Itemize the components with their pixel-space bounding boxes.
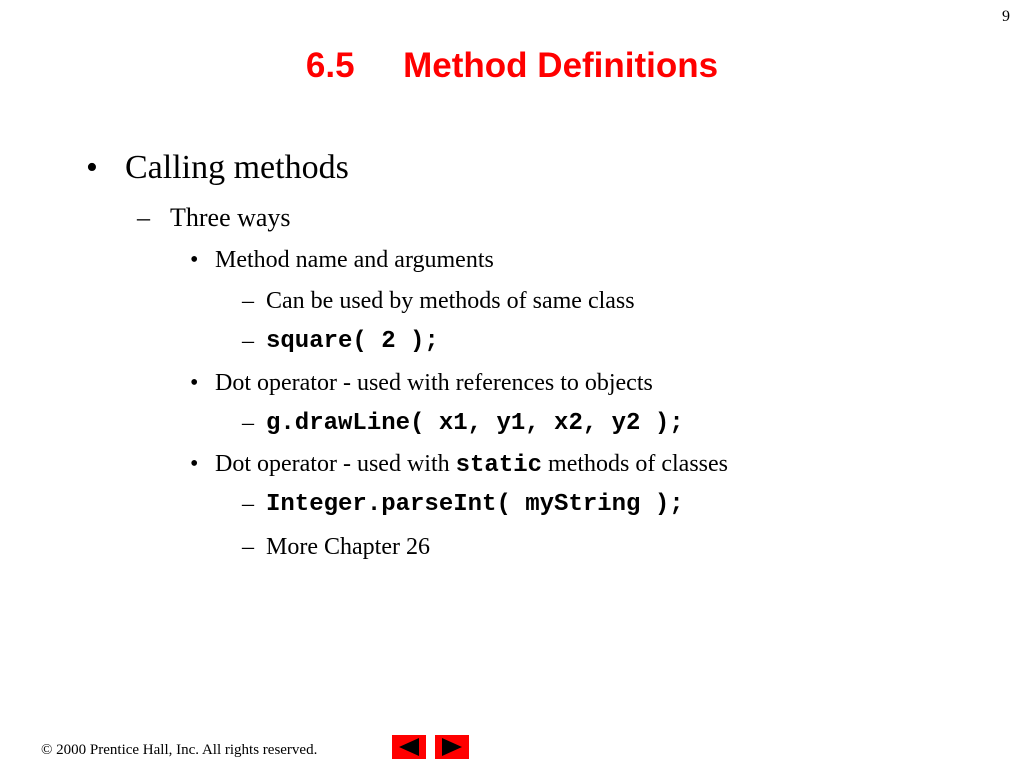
bullet-marker: • xyxy=(190,370,199,396)
bullet-dot-static xyxy=(215,451,728,479)
dash-marker: – xyxy=(242,491,254,517)
dash-marker: – xyxy=(242,328,254,354)
bullet-dot-references: Dot operator - used with references to objects xyxy=(215,370,653,396)
left-triangle-icon xyxy=(392,735,426,759)
code-parseint: Integer.parseInt( myString ); xyxy=(266,491,684,518)
bullet-calling-methods: Calling methods xyxy=(125,149,349,186)
dot-static-prefix: Dot operator - used with xyxy=(215,451,456,477)
bullet-marker: • xyxy=(86,149,98,186)
bullet-three-ways: Three ways xyxy=(170,203,291,232)
static-keyword: static xyxy=(455,452,543,479)
bullet-marker: • xyxy=(190,451,199,477)
bullet-method-name-args: Method name and arguments xyxy=(215,247,494,273)
slide-title: 6.5 Method Definitions xyxy=(305,46,719,85)
copyright-symbol: © xyxy=(41,742,53,758)
dot-static-suffix: methods of classes xyxy=(542,451,728,477)
code-square: square( 2 ); xyxy=(266,328,439,355)
page-number: 9 xyxy=(1002,8,1010,25)
dash-marker: – xyxy=(242,288,254,314)
bullet-more-chapter: More Chapter 26 xyxy=(266,534,430,560)
bullet-marker: • xyxy=(190,247,199,273)
previous-slide-button[interactable] xyxy=(392,735,426,759)
right-triangle-icon xyxy=(435,735,469,759)
bullet-same-class: Can be used by methods of same class xyxy=(266,288,635,314)
copyright-text: 2000 Prentice Hall, Inc. All rights reserved. xyxy=(52,742,318,758)
copyright-footer xyxy=(41,742,317,759)
code-drawline: g.drawLine( x1, y1, x2, y2 ); xyxy=(266,410,684,437)
next-slide-button[interactable] xyxy=(435,735,469,759)
dash-marker: – xyxy=(242,534,254,560)
dash-marker: – xyxy=(242,410,254,436)
dash-marker: – xyxy=(137,203,150,232)
